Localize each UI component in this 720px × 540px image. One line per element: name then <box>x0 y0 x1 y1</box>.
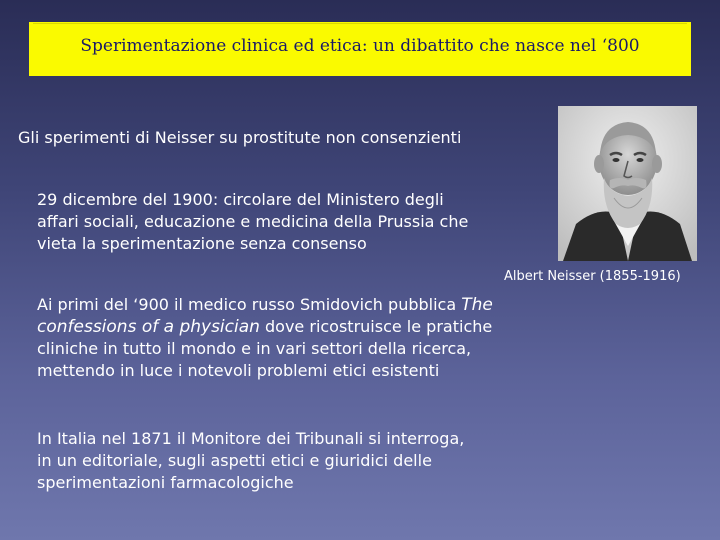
paragraph-smidovich-intro: Ai primi del ‘900 il medico russo Smidovich pubblica <box>37 295 457 314</box>
paragraph-italy-1871: In Italia nel 1871 il Monitore dei Tribunali si interroga, in un editoriale, sugli aspetti etici e giuridici delle sperimentazioni farmacologiche <box>37 429 465 492</box>
title-banner <box>29 22 691 76</box>
portrait-illustration <box>558 106 697 261</box>
paragraph-smidovich-rest: dove ricostruisce le pratiche cliniche in tutto il mondo e in vari settori della ricerca, mettendo in luce i notevoli problemi etici esistenti <box>37 317 493 380</box>
photo-caption: Albert Neisser (1855-1916) <box>504 269 681 284</box>
book-title: The confessions of a physician <box>37 295 493 337</box>
slide-title: Sperimentazione clinica ed etica: un dibattito che nasce nel ‘800 <box>80 36 640 56</box>
paragraph-smidovich <box>37 294 507 382</box>
slide-subtitle: Gli sperimenti di Neisser su prostitute non consenzienti <box>18 128 462 147</box>
neisser-portrait-image <box>558 106 697 261</box>
title-banner-rule <box>33 23 687 24</box>
paragraph-prussia-circular: 29 dicembre del 1900: circolare del Ministero degli affari sociali, educazione e medicina della Prussia che vieta la sperimentazione senza consenso <box>37 190 469 253</box>
